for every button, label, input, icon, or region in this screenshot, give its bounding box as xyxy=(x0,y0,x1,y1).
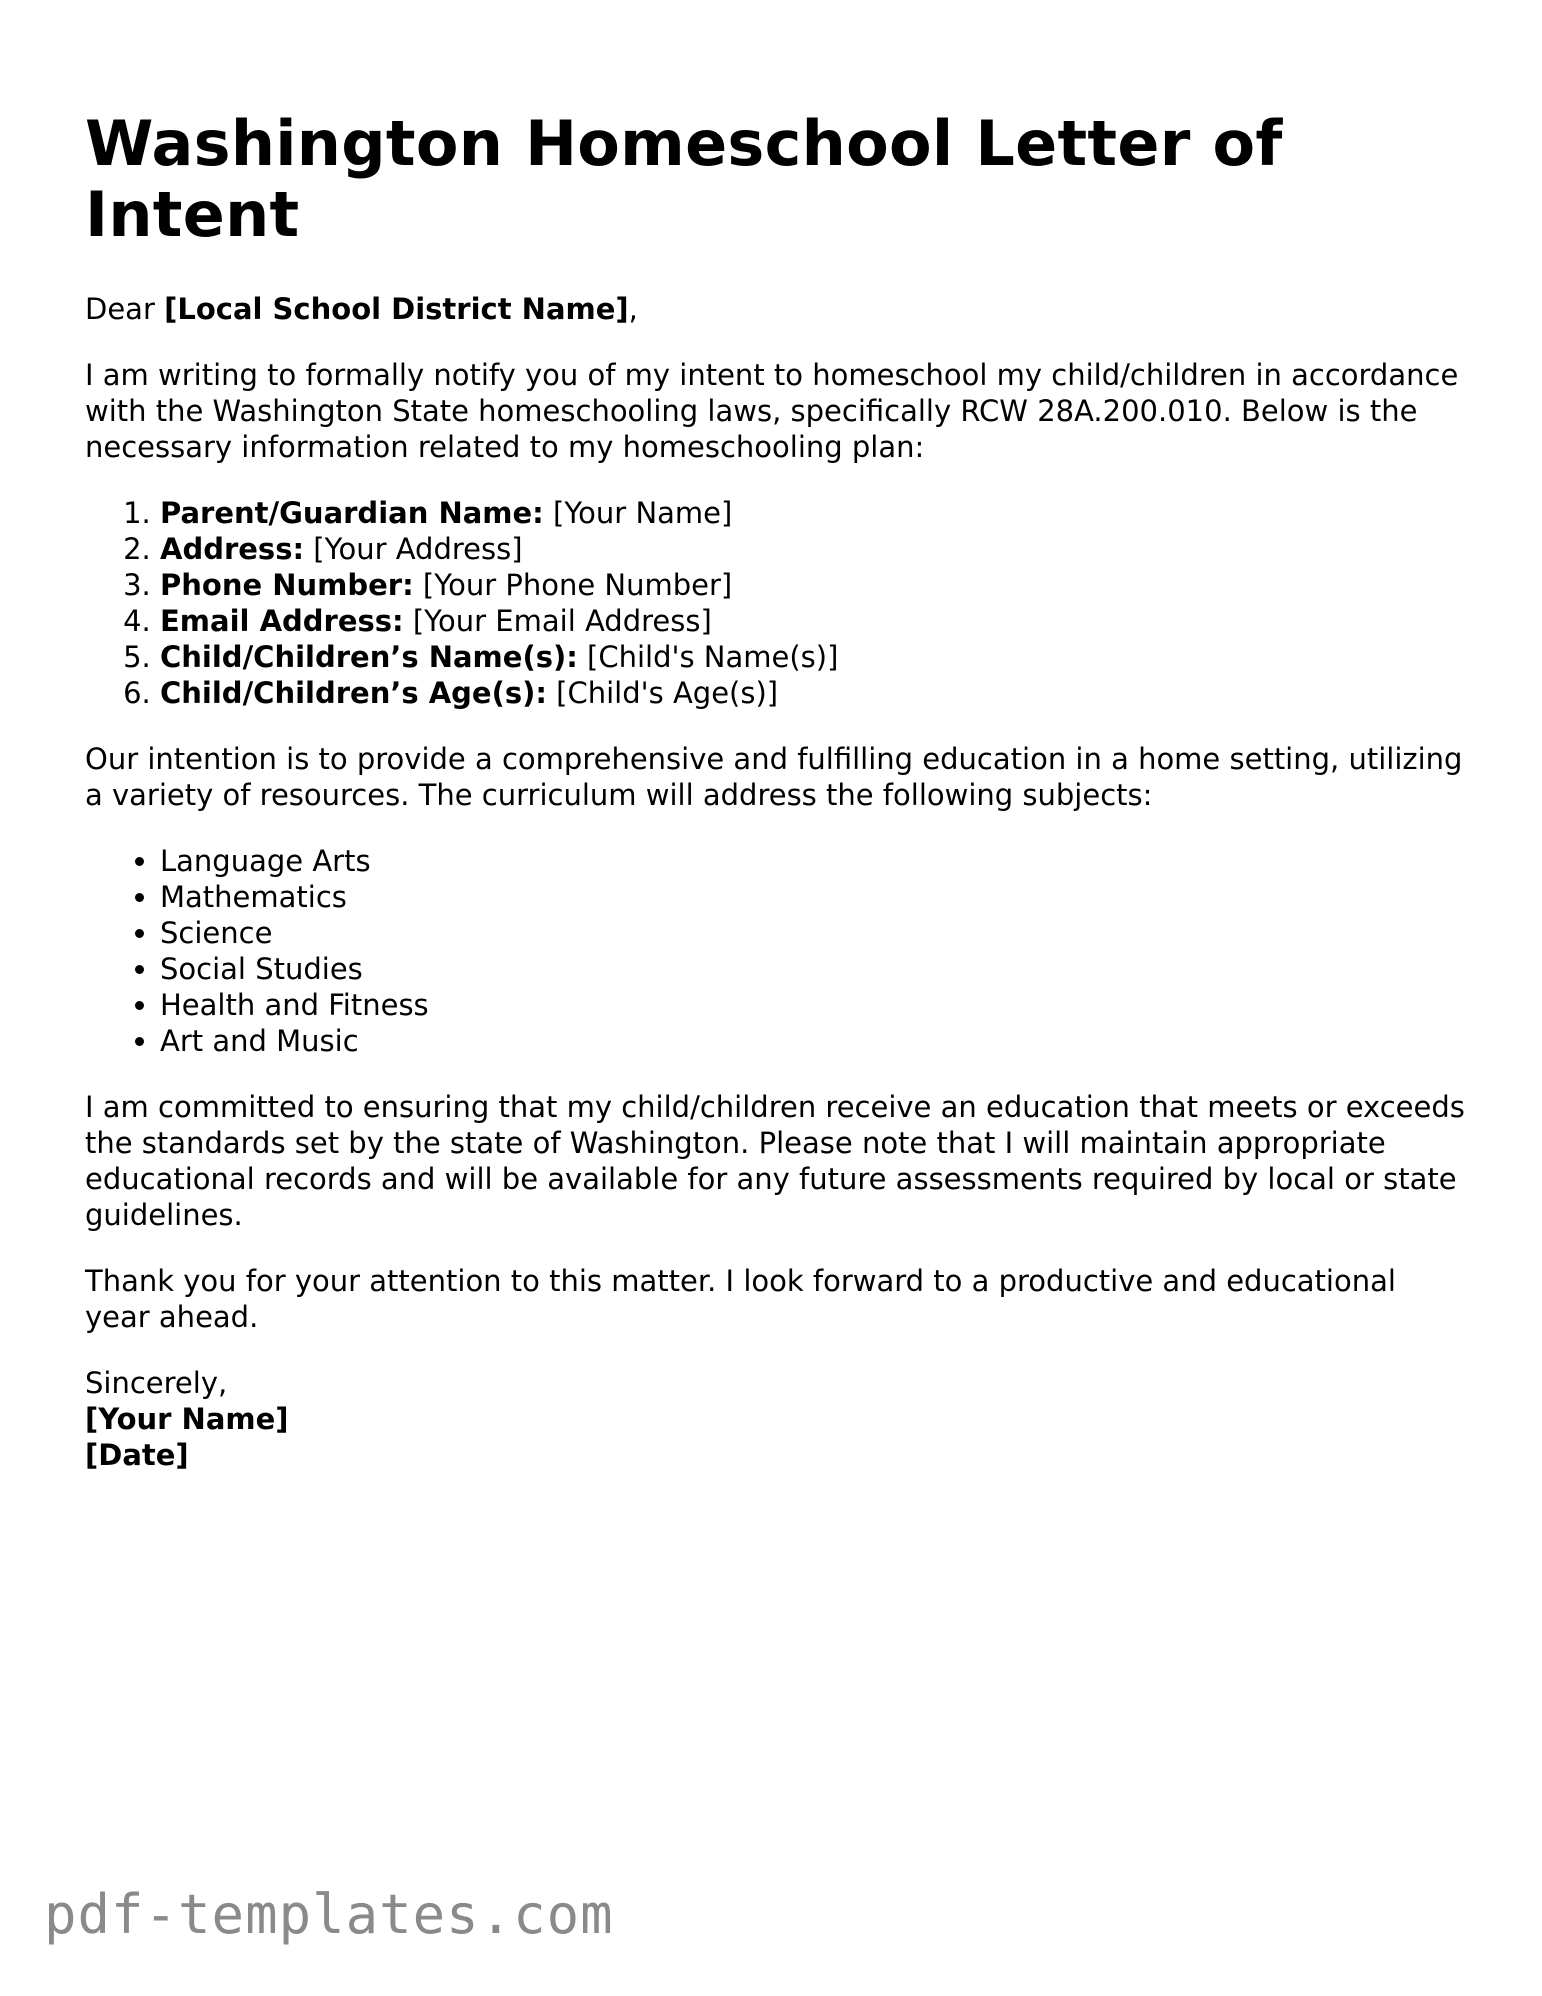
info-label: Email Address: xyxy=(160,604,404,638)
sign-off: Sincerely, xyxy=(85,1366,228,1400)
info-item-parent-name xyxy=(160,495,1465,531)
salutation-suffix: , xyxy=(628,292,638,326)
subject-item: • Science xyxy=(160,915,1465,951)
info-label: Child/Children’s Age(s): xyxy=(160,676,547,710)
info-label: Child/Children’s Name(s): xyxy=(160,640,578,674)
info-item-child-names xyxy=(160,639,1465,675)
subject-item: • Language Arts xyxy=(160,843,1465,879)
info-list xyxy=(85,495,1465,711)
letter-page xyxy=(85,108,1465,1473)
info-value: [Child's Age(s)] xyxy=(546,676,779,710)
info-item-phone xyxy=(160,567,1465,603)
info-label: Phone Number: xyxy=(160,568,414,602)
intro-paragraph: I am writing to formally notify you of my intent to homeschool my child/children in accordance with the Washington State homeschooling laws, specifically RCW 28A.200.010. Below is the necessary information related to my homeschooling plan: xyxy=(85,358,1459,464)
commitment-paragraph: I am committed to ensuring that my child/children receive an education that meets or exceeds the standards set by the state of Washington. Please note that I will maintain appropriate educational records and will be available for any future assessments required by local or state guidelines. xyxy=(85,1090,1465,1232)
watermark: pdf-templates.com xyxy=(44,1883,614,1946)
subject-item: • Mathematics xyxy=(160,879,1465,915)
thanks-paragraph: Thank you for your attention to this matter. I look forward to a productive and educational year ahead. xyxy=(85,1264,1396,1334)
info-value: [Your Phone Number] xyxy=(413,568,733,602)
recipient-placeholder: [Local School District Name] xyxy=(164,292,629,326)
curriculum-paragraph: Our intention is to provide a comprehensive and fulfilling education in a home setting, utilizing a variety of resources. The curriculum will address the following subjects: xyxy=(85,742,1463,812)
salutation-prefix: Dear xyxy=(85,292,165,326)
signer-name: [Your Name] xyxy=(85,1402,289,1436)
date-value: [Date] xyxy=(85,1438,189,1472)
info-value: [Your Address] xyxy=(304,532,523,566)
info-value: [Child's Name(s)] xyxy=(577,640,839,674)
salutation xyxy=(85,291,1465,327)
date-placeholder xyxy=(85,1437,1465,1473)
subjects-list xyxy=(85,843,1465,1059)
subject-item: • Health and Fitness xyxy=(160,987,1465,1023)
info-item-child-ages xyxy=(160,675,1465,711)
info-label: Address: xyxy=(160,532,305,566)
info-item-email xyxy=(160,603,1465,639)
subject-item: • Social Studies xyxy=(160,951,1465,987)
closing-block xyxy=(85,1365,1465,1473)
info-item-address xyxy=(160,531,1465,567)
subject-item: • Art and Music xyxy=(160,1023,1465,1059)
info-label: Parent/Guardian Name: xyxy=(160,496,544,530)
info-value: [Your Email Address] xyxy=(403,604,712,638)
info-value: [Your Name] xyxy=(543,496,733,530)
document-title: Washington Homeschool Letter of Intent xyxy=(85,107,1283,251)
signer-name-placeholder xyxy=(85,1401,1465,1437)
